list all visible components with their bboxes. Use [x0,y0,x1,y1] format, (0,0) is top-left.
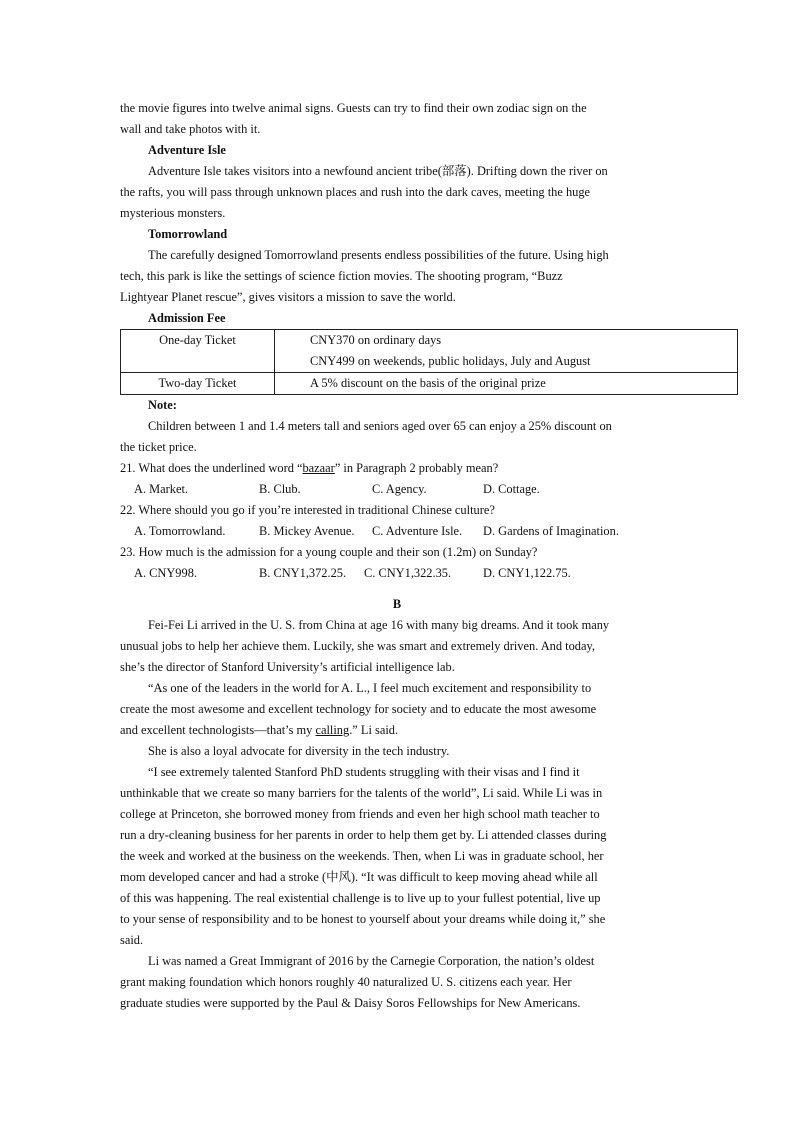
text-line: unusual jobs to help her achieve them. Luckily, she was smart and extremely driven. And today, [120,639,595,653]
question-23: 23. How much is the admission for a young couple and their son (1.2m) on Sunday? [120,545,538,559]
section-heading-tomorrowland: Tomorrowland [148,227,228,241]
text-line: she’s the director of Stanford University’s artificial intelligence lab. [120,660,455,674]
price-line: A 5% discount on the basis of the original prize [310,376,546,390]
text-line: “As one of the leaders in the world for A. L., I feel much excitement and responsibility to [148,681,592,695]
option-b[interactable]: B. CNY1,372.25. [259,566,347,580]
underlined-word: bazaar [302,461,335,475]
text-line: graduate studies were supported by the Paul & Daisy Soros Fellowships for New Americans. [120,996,581,1010]
question-22: 22. Where should you go if you’re interested in traditional Chinese culture? [120,503,495,517]
text-line: run a dry-cleaning business for her parents in order to help them get by. Li attended classes during [120,828,607,842]
text-line: grant making foundation which honors roughly 40 naturalized U. S. citizens each year. Her [120,975,572,989]
text-line: the week and worked at the business on the weekends. Then, when Li was in graduate school, her [120,849,604,863]
text-line: the movie figures into twelve animal signs. Guests can try to find their own zodiac sign on the [120,101,587,115]
text-line: Li was named a Great Immigrant of 2016 by the Carnegie Corporation, the nation’s oldest [148,954,595,968]
text-line: the rafts, you will pass through unknown places and rush into the dark caves, meeting the huge [120,185,591,199]
text-line: Fei-Fei Li arrived in the U. S. from China at age 16 with many big dreams. And it took many [148,618,610,632]
passage-b-paragraph-5 [120,951,674,1014]
table-row [121,373,738,395]
text-line: said. [120,933,144,947]
text-line: Lightyear Planet rescue”, gives visitors a mission to save the world. [120,290,456,304]
text-line: Children between 1 and 1.4 meters tall and seniors aged over 65 can enjoy a 25% discount on [148,419,612,433]
text-line: to your sense of responsibility and to be honest to yourself about your dreams while doing it,” she [120,912,606,926]
option-c[interactable]: C. CNY1,322.35. [364,566,452,580]
passage-b-paragraph-1 [120,615,674,678]
text-line: wall and take photos with it. [120,122,261,136]
text-line: create the most awesome and excellent technology for society and to educate the most awesome [120,702,597,716]
option-a[interactable]: A. Market. [134,482,189,496]
passage-b-paragraph-2 [120,678,674,741]
text-line: “I see extremely talented Stanford PhD students struggling with their visas and I find it [148,765,580,779]
text-line: .” Li said. [349,723,399,737]
option-b[interactable]: B. Club. [259,482,301,496]
text-line: and excellent technologists—that’s my [120,723,316,737]
passage-b-paragraph-4 [120,762,674,951]
ticket-type-cell: Two-day Ticket [121,373,275,395]
section-b-label: B [392,597,402,611]
option-c[interactable]: C. Agency. [372,482,427,496]
passage-b-paragraph-3 [120,741,674,762]
option-a[interactable]: A. CNY998. [134,566,197,580]
document-page [120,98,674,1014]
price-line: CNY499 on weekends, public holidays, July and August [310,354,591,368]
text-line: unthinkable that we create so many barriers for the talents of the world”, Li said. While Li was in [120,786,603,800]
text-line: mom developed cancer and had a stroke (中风). “It was difficult to keep moving ahead while all [120,870,598,884]
ticket-type-cell: One-day Ticket [121,330,275,373]
section-heading-adventure-isle: Adventure Isle [148,143,226,157]
option-b[interactable]: B. Mickey Avenue. [259,524,355,538]
price-cell [275,330,738,373]
price-line: CNY370 on ordinary days [310,333,442,347]
underlined-word: calling [315,723,350,737]
question-22-options [120,521,674,542]
text-line: mysterious monsters. [120,206,226,220]
question-21-options [120,479,674,500]
question-21 [120,458,674,479]
option-c[interactable]: C. Adventure Isle. [372,524,463,538]
option-a[interactable]: A. Tomorrowland. [134,524,226,538]
option-d[interactable]: D. Gardens of Imagination. [483,524,619,538]
intro-paragraph [120,98,674,140]
note-paragraph [120,416,674,458]
text-line: The carefully designed Tomorrowland presents endless possibilities of the future. Using high [148,248,609,262]
note-heading: Note: [148,398,177,412]
admission-fee-table [120,329,738,395]
table-row [121,330,738,373]
question-text: ” in Paragraph 2 probably mean? [334,461,499,475]
price-cell [275,373,738,395]
option-d[interactable]: D. CNY1,122.75. [483,566,571,580]
question-23-options [120,563,674,584]
tomorrowland-paragraph [120,245,674,308]
text-line: the ticket price. [120,440,197,454]
text-line: college at Princeton, she borrowed money from friends and even her high school math teacher to [120,807,600,821]
text-line: tech, this park is like the settings of science fiction movies. The shooting program, “Buzz [120,269,563,283]
question-text: 21. What does the underlined word “ [120,461,303,475]
option-d[interactable]: D. Cottage. [483,482,540,496]
section-heading-admission-fee: Admission Fee [148,311,226,325]
text-line: of this was happening. The real existential challenge is to live up to your fullest potential, live up [120,891,601,905]
text-line: She is also a loyal advocate for diversity in the tech industry. [148,744,450,758]
text-line: Adventure Isle takes visitors into a newfound ancient tribe(部落). Drifting down the river on [148,164,608,178]
adventure-isle-paragraph [120,161,674,224]
